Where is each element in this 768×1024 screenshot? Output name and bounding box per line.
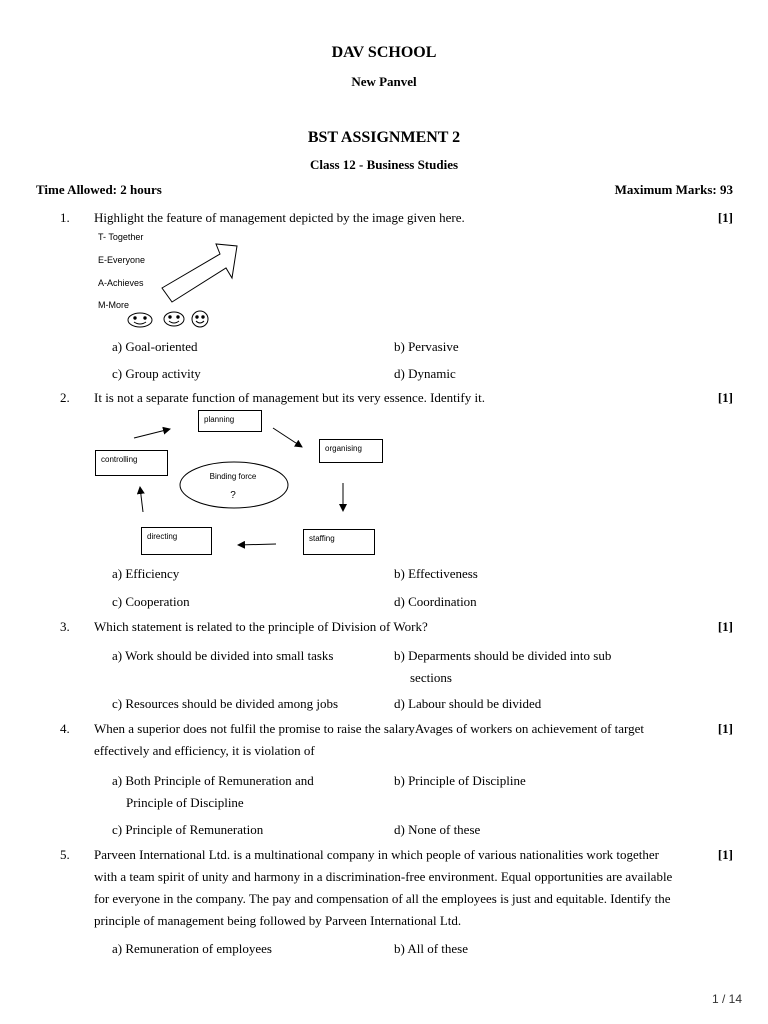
question-number: 4. [60,721,70,736]
box-directing: directing [141,527,212,555]
arrow-icon [273,428,302,447]
option-d[interactable]: d) None of these [394,822,481,837]
binding-force-label: Binding force [209,472,257,481]
question-number: 5. [60,847,70,862]
arrow-icon [238,544,276,545]
question-text-continued: effectively and efficiency, it is violation of [94,743,315,758]
option-c[interactable]: c) Resources should be divided among jobs [112,696,339,711]
figure-label-t: T- Together [98,232,144,242]
option-b[interactable]: b) Pervasive [394,339,459,354]
option-c[interactable]: c) Group activity [112,366,201,381]
option-b[interactable]: b) All of these [394,941,469,956]
question-marks: [1] [717,847,733,862]
box-planning: planning [198,410,262,432]
question-text-continued: for everyone in the company. The pay and compensation of all the employees is just and equitable. Identify the [94,891,671,906]
question-text: Which statement is related to the principle of Division of Work? [94,619,428,634]
option-a[interactable]: a) Goal-oriented [112,339,198,354]
option-b-continued[interactable]: sections [410,670,452,685]
question-text: It is not a separate function of management but its very essence. Identify it. [94,390,485,405]
option-d[interactable]: d) Dynamic [394,366,456,381]
binding-force-ellipse [180,462,288,508]
question-number: 3. [60,619,70,634]
question-marks: [1] [717,721,733,736]
assignment-title: BST ASSIGNMENT 2 [307,129,461,146]
question-number: 2. [60,390,70,405]
time-allowed: Time Allowed: 2 hours [36,182,162,197]
question-text: When a superior does not fulfil the promise to raise the salaryAvages of workers on achievement of target [94,721,645,736]
up-arrow-icon [162,244,237,302]
option-b[interactable]: b) Effectiveness [394,566,478,581]
maximum-marks: Maximum Marks: 93 [614,182,733,197]
figure-label-m: M-More [98,300,129,310]
option-d[interactable]: d) Labour should be divided [394,696,542,711]
page-number: 1 / 14 [711,992,742,1006]
question-text: Parveen International Ltd. is a multinational company in which people of various nationalities work together [94,847,659,862]
binding-force-question-mark: ? [230,490,236,501]
option-a[interactable]: a) Work should be divided into small tasks [112,648,334,663]
option-a[interactable]: a) Remuneration of employees [112,941,272,956]
question-number: 1. [60,210,70,225]
arrow-icon [134,429,170,438]
option-b[interactable]: b) Principle of Discipline [394,773,526,788]
school-location: New Panvel [351,74,417,89]
option-c[interactable]: c) Cooperation [112,594,190,609]
question-text-continued: with a team spirit of unity and harmony in a discrimination-free environment. Equal opportunities are available [94,869,673,884]
arrow-icon [140,487,143,512]
smiley-icon [192,311,208,327]
option-a-continued[interactable]: Principle of Discipline [126,795,244,810]
figure-label-e: E-Everyone [98,255,146,265]
box-organising: organising [319,439,383,463]
question-text: Highlight the feature of management depicted by the image given here. [94,210,465,225]
option-b[interactable]: b) Deparments should be divided into sub [394,648,612,663]
arrow-and-smileys-illustration [120,232,250,332]
option-c[interactable]: c) Principle of Remuneration [112,822,264,837]
class-subtitle: Class 12 - Business Studies [309,157,459,172]
question-marks: [1] [717,390,733,405]
option-d[interactable]: d) Coordination [394,594,477,609]
box-controlling: controlling [95,450,168,476]
school-name: DAV SCHOOL [331,44,437,61]
option-a[interactable]: a) Both Principle of Remuneration and [112,773,314,788]
question-text-continued: principle of management being followed by Parveen International Ltd. [94,913,462,928]
question-marks: [1] [717,619,733,634]
question-marks: [1] [717,210,733,225]
smiley-icon [164,312,184,326]
smiley-icon [128,313,152,327]
box-staffing: staffing [303,529,375,555]
figure-label-a: A-Achieves [98,278,144,288]
option-a[interactable]: a) Efficiency [112,566,180,581]
